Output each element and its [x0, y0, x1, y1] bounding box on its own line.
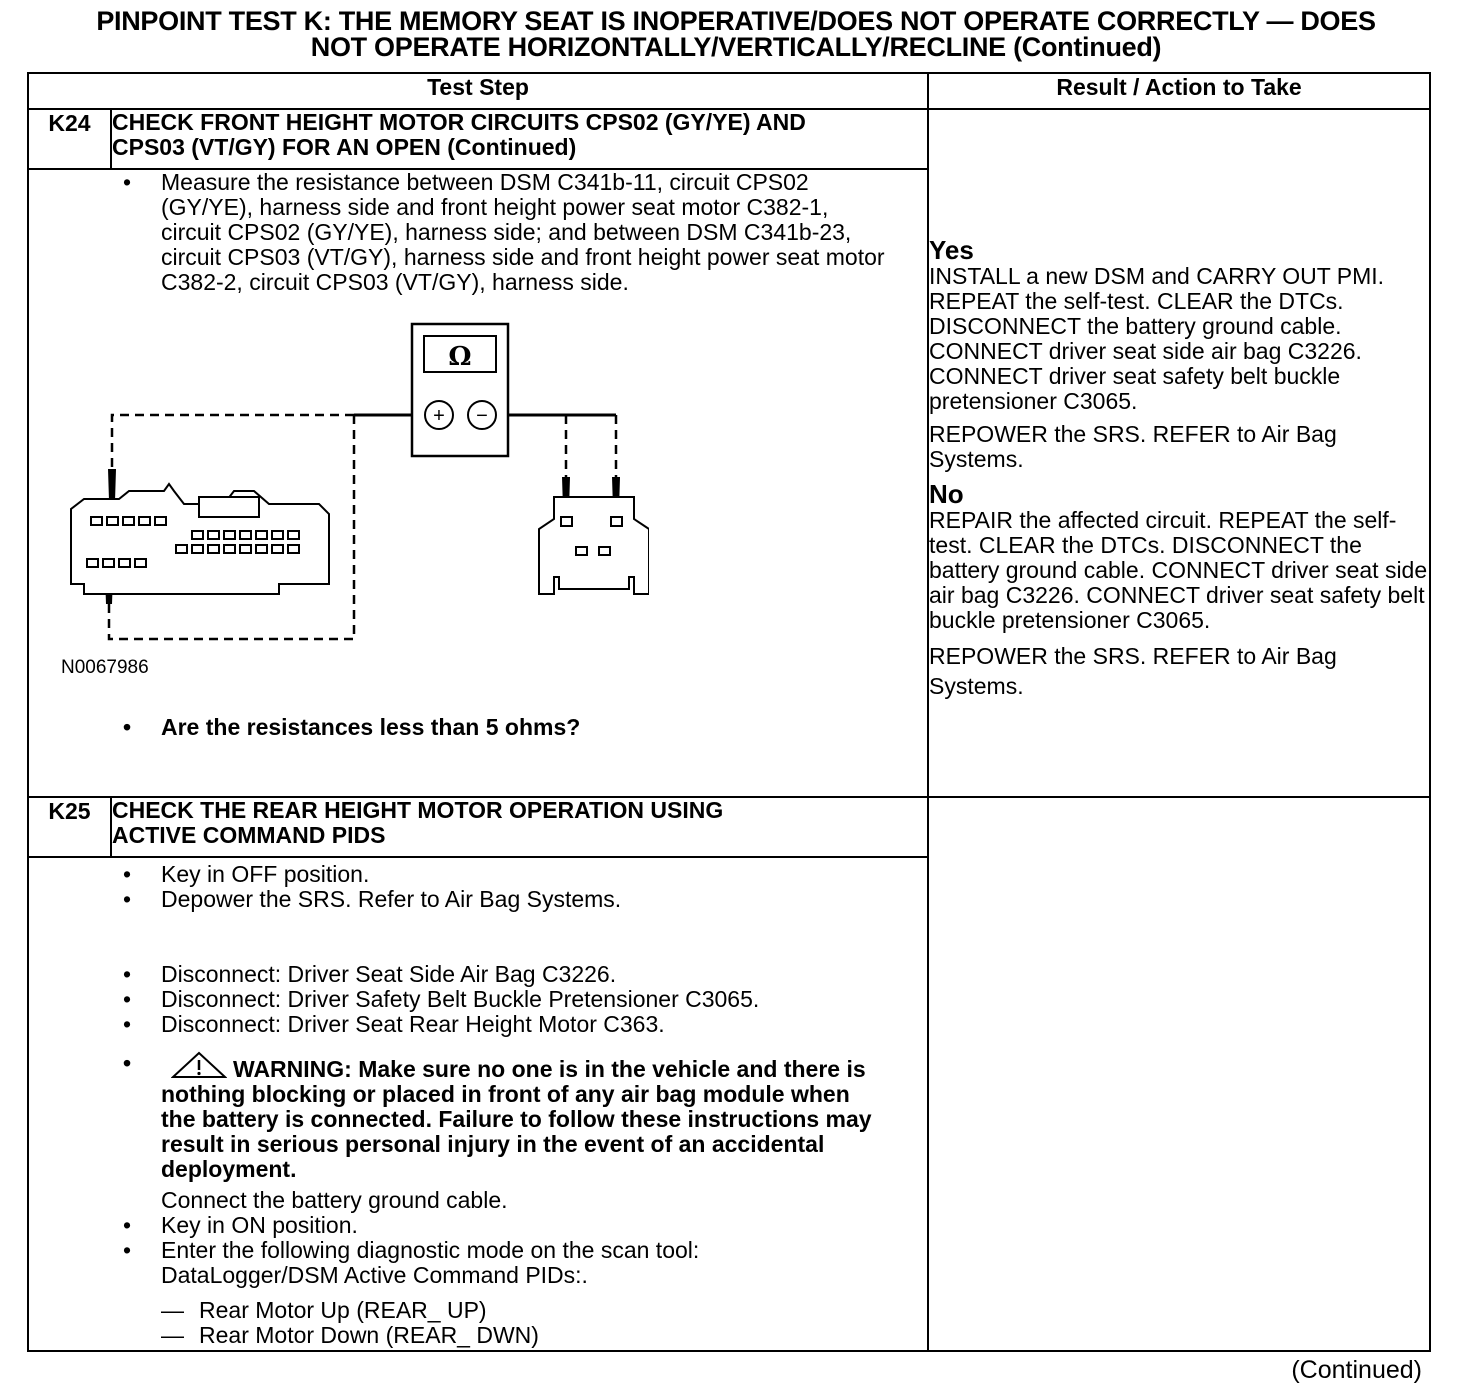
- page-title-line2: NOT OPERATE HORIZONTALLY/VERTICALLY/RECLINE (Continued): [310, 32, 1162, 62]
- step-body-k24: [28, 169, 928, 797]
- pid-rear-motor-up: — Rear Motor Up (REAR_ UP): [161, 1298, 927, 1323]
- key-on-instruction: • Key in ON position.: [161, 1213, 927, 1238]
- yes-label: Yes: [929, 235, 974, 265]
- step-title-k25-line1: CHECK THE REAR HEIGHT MOTOR OPERATION USING: [112, 797, 724, 823]
- warning-triangle-icon: [171, 1051, 227, 1079]
- meter-plus-terminal: +: [433, 405, 445, 427]
- continued-footer: (Continued): [1291, 1356, 1422, 1384]
- step-title-k24-line1: CHECK FRONT HEIGHT MOTOR CIRCUITS CPS02 (GY/YE) AND: [112, 109, 806, 135]
- step-number-k25: K25: [28, 797, 111, 857]
- warning-block: [161, 1051, 881, 1182]
- resistance-measurement-diagram: [29, 319, 649, 689]
- pinpoint-test-table: [27, 72, 1431, 1352]
- dsm-connector-c341b: [71, 484, 329, 594]
- disconnect-rear-motor-instruction: • Disconnect: Driver Seat Rear Height Motor C363.: [161, 1012, 927, 1037]
- step-title-k24-line2: CPS03 (VT/GY) FOR AN OPEN (Continued): [112, 134, 577, 160]
- step-number-k24: K24: [28, 109, 111, 169]
- diagnostic-mode-instruction: • Enter the following diagnostic mode on the scan tool: DataLogger/DSM Active Command PIDs:.: [161, 1238, 801, 1288]
- no-action-text: REPAIR the affected circuit. REPEAT the self-test. CLEAR the DTCs. DISCONNECT the battery ground cable. CONNECT driver seat side air bag C3226. CONNECT driver seat safety belt buckle pretensioner C3065.: [929, 507, 1428, 633]
- pid-rear-motor-down: — Rear Motor Down (REAR_ DWN): [161, 1323, 927, 1348]
- meter-minus-terminal: −: [476, 405, 488, 427]
- connect-battery-instruction: Connect the battery ground cable.: [161, 1187, 508, 1213]
- disconnect-airbag-instruction: • Disconnect: Driver Seat Side Air Bag C3226.: [161, 962, 927, 987]
- measure-instruction: • Measure the resistance between DSM C341b-11, circuit CPS02 (GY/YE), harness side and front height power seat motor C382-1, circuit CPS02 (GY/YE), harness side; and between DSM C341b-23, circuit CPS03 (VT/GY), harness side and front height power seat motor C382-2, circuit CPS03 (VT/GY), harness side.: [161, 170, 891, 295]
- figure-id: N0067986: [61, 657, 149, 678]
- result-cell-k24: [928, 109, 1430, 797]
- yes-repower-text: REPOWER the SRS. REFER to Air Bag Systems.: [929, 421, 1337, 472]
- yes-action-text: INSTALL a new DSM and CARRY OUT PMI. REPEAT the self-test. CLEAR the DTCs. DISCONNECT the battery ground cable. CONNECT driver seat side air bag C3226. CONNECT driver seat safety belt buckle pretensioner C3065.: [929, 263, 1385, 414]
- result-cell-k25: [928, 797, 1430, 1351]
- warning-text: WARNING: Make sure no one is in the vehicle and there is nothing blocking or placed in front of any air bag module when the battery is connected. Failure to follow these instructions may result in serious personal injury in the event of an accidental deployment.: [161, 1056, 872, 1182]
- page-title: [0, 8, 1472, 60]
- depower-srs-instruction: • Depower the SRS. Refer to Air Bag Systems.: [161, 887, 927, 912]
- ohmmeter: [412, 324, 508, 456]
- front-height-motor-connector-c382: [539, 497, 649, 594]
- no-repower-text: REPOWER the SRS. REFER to Air Bag Systems.: [929, 643, 1337, 699]
- header-result: Result / Action to Take: [928, 73, 1430, 109]
- step-title-k25: [111, 797, 928, 857]
- step-body-k25: [28, 857, 928, 1351]
- ohm-symbol: Ω: [448, 342, 472, 372]
- page-title-line1: PINPOINT TEST K: THE MEMORY SEAT IS INOPERATIVE/DOES NOT OPERATE CORRECTLY — DOES: [96, 6, 1376, 36]
- resistance-question: • Are the resistances less than 5 ohms?: [161, 715, 927, 740]
- key-off-instruction: • Key in OFF position.: [161, 862, 927, 887]
- step-title-k25-line2: ACTIVE COMMAND PIDS: [112, 822, 386, 848]
- header-test-step: Test Step: [28, 73, 928, 109]
- step-title-k24: [111, 109, 928, 169]
- no-label: No: [929, 479, 964, 509]
- disconnect-pretensioner-instruction: • Disconnect: Driver Safety Belt Buckle Pretensioner C3065.: [161, 987, 927, 1012]
